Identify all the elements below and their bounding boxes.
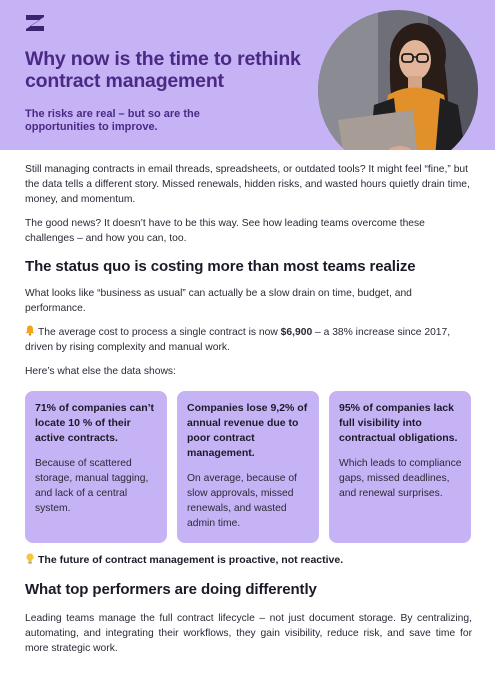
stat-card: [177, 391, 319, 543]
stat-card-headline: 95% of companies lack full visibility into contractual obligations.: [339, 402, 458, 444]
hero-photo: [318, 10, 478, 150]
stat-card-headline: Companies lose 9,2% of annual revenue due to poor contract management.: [187, 402, 308, 459]
stat-card: [25, 391, 167, 543]
callout-text: The future of contract management is proactive, not reactive.: [38, 554, 344, 566]
status-quo-paragraph: What looks like “business as usual” can actually be a slow drain on time, budget, and performance.: [25, 288, 412, 314]
top-performers-paragraph: Leading teams manage the full contract lifecycle – not just document storage. By centralizing, automating, and integrating their workflows, they gain visibility, reduce risk, and save time for more strategic work.: [25, 613, 472, 654]
data-intro-paragraph: Here’s what else the data shows:: [25, 366, 176, 377]
proactive-callout: [25, 553, 472, 568]
intro-paragraph-1: Still managing contracts in email threads, spreadsheets, or outdated tools? It might feel “fine,” but the data tells a different story. Missed renewals, hidden risks, and wasted hours quietly drain time, money, and momentum.: [25, 164, 470, 205]
stat-card-description: Which leads to compliance gaps, missed deadlines, and renewal surprises.: [339, 458, 462, 499]
hero-banner: [0, 0, 495, 150]
cost-alert: [25, 325, 472, 355]
section-heading-status-quo: The status quo is costing more than most teams realize: [25, 258, 416, 275]
zendesk-logo-icon: [25, 14, 45, 32]
main-content: [25, 162, 472, 656]
alert-cost-value: $6,900: [280, 327, 313, 338]
woman-with-laptop-image: [318, 10, 478, 150]
page-subtitle: The risks are real – but so are the opportunities to improve.: [25, 108, 200, 133]
stat-card-description: Because of scattered storage, manual tagging, and lack of a central system.: [35, 458, 149, 514]
stat-card-description: On average, because of slow approvals, missed renewals, and wasted admin time.: [187, 473, 297, 529]
intro-paragraph-2: The good news? It doesn’t have to be this way. See how leading teams overcome these challenges – and how you can, too.: [25, 218, 425, 244]
alert-text-after: – a 38% increase since 2017, driven by rising complexity and manual work.: [25, 327, 451, 353]
lightbulb-icon: [25, 553, 35, 564]
stats-cards: [25, 391, 472, 543]
stat-card: [329, 391, 471, 543]
section-heading-top-performers: What top performers are doing differently: [25, 581, 317, 598]
page-title: Why now is the time to rethink contract management: [25, 48, 301, 92]
alert-text-before: The average cost to process a single contract is now: [38, 327, 281, 338]
stat-card-headline: 71% of companies can’t locate 10 % of their active contracts.: [35, 402, 155, 444]
bell-icon: [25, 325, 35, 336]
